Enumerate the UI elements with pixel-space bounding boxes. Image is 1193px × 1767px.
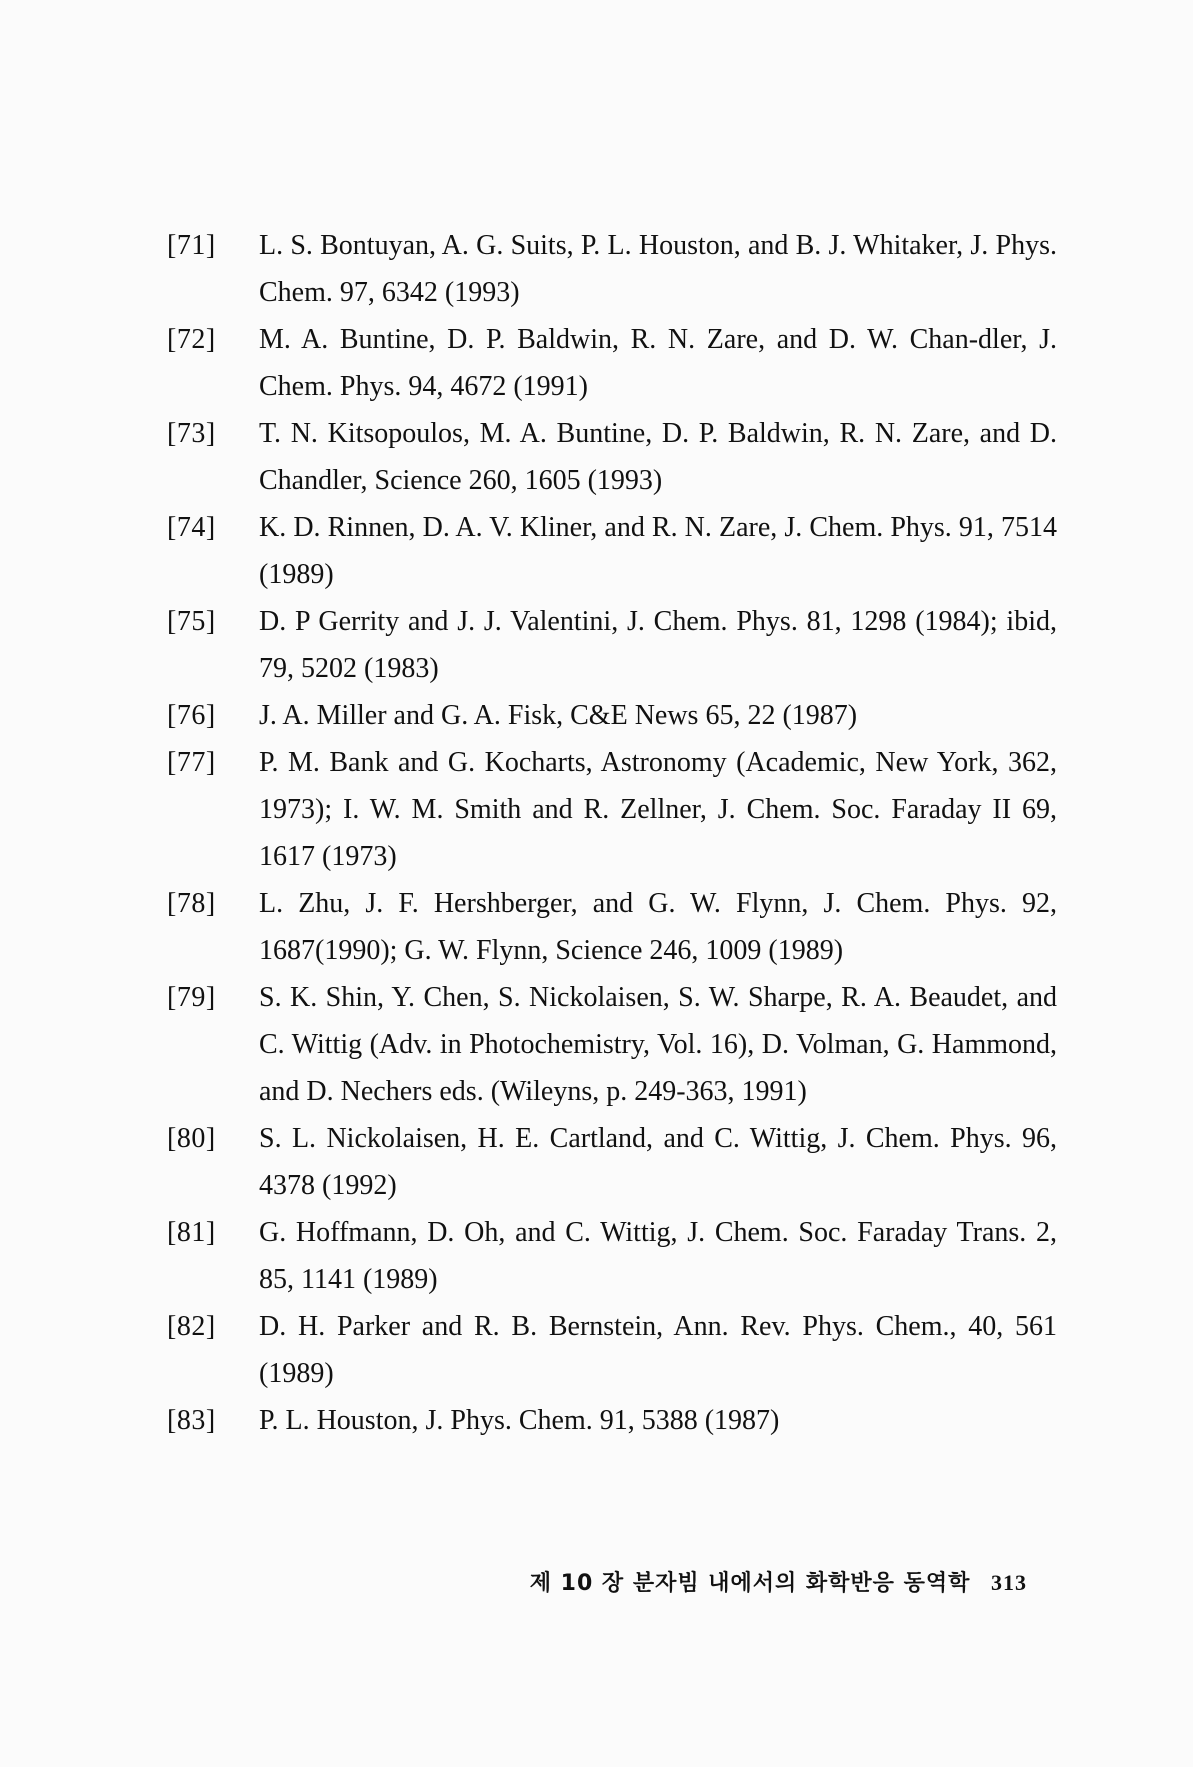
reference-text: D. P Gerrity and J. J. Valentini, J. Chem. Phys. 81, 1298 (1984); ibid, 79, 5202 (1983) — [259, 606, 1057, 684]
reference-text: S. K. Shin, Y. Chen, S. Nickolaisen, S. W. Sharpe, R. A. Beaudet, and C. Wittig (Adv. in Photochemistry, Vol. 16), D. Volman, G. Hammond, and D. Nechers eds. (Wileyns, p. 249-363, 1991) — [259, 982, 1057, 1107]
reference-item — [167, 880, 1057, 974]
reference-number: [83] — [167, 1405, 216, 1436]
reference-number: [73] — [167, 418, 216, 449]
reference-item — [167, 316, 1057, 410]
reference-text: L. Zhu, J. F. Hershberger, and G. W. Flynn, J. Chem. Phys. 92, 1687(1990); G. W. Flynn, Science 246, 1009 (1989) — [259, 888, 1057, 966]
reference-item — [167, 410, 1057, 504]
reference-item — [167, 739, 1057, 880]
reference-number: [79] — [167, 982, 216, 1013]
reference-text: P. M. Bank and G. Kocharts, Astronomy (Academic, New York, 362, 1973); I. W. M. Smith and R. Zellner, J. Chem. Soc. Faraday II 69, 1617 (1973) — [259, 747, 1057, 872]
reference-text: M. A. Buntine, D. P. Baldwin, R. N. Zare, and D. W. Chan-dler, J. Chem. Phys. 94, 4672 (1991) — [259, 324, 1057, 402]
reference-item — [167, 692, 1057, 739]
reference-number: [72] — [167, 324, 216, 355]
reference-text: G. Hoffmann, D. Oh, and C. Wittig, J. Chem. Soc. Faraday Trans. 2, 85, 1141 (1989) — [259, 1217, 1057, 1295]
reference-item — [167, 504, 1057, 598]
reference-item — [167, 1303, 1057, 1397]
reference-number: [71] — [167, 230, 216, 261]
reference-item — [167, 222, 1057, 316]
reference-number: [82] — [167, 1311, 216, 1342]
reference-number: [75] — [167, 606, 216, 637]
reference-number: [76] — [167, 700, 216, 731]
reference-item — [167, 1209, 1057, 1303]
page-footer — [0, 1566, 1027, 1597]
reference-text: K. D. Rinnen, D. A. V. Kliner, and R. N. Zare, J. Chem. Phys. 91, 7514 (1989) — [259, 512, 1057, 590]
reference-item — [167, 1115, 1057, 1209]
reference-text: P. L. Houston, J. Phys. Chem. 91, 5388 (1987) — [259, 1405, 780, 1436]
reference-list — [167, 222, 1057, 1444]
reference-text: J. A. Miller and G. A. Fisk, C&E News 65, 22 (1987) — [259, 700, 858, 731]
reference-text: L. S. Bontuyan, A. G. Suits, P. L. Houston, and B. J. Whitaker, J. Phys. Chem. 97, 6342 (1993) — [259, 230, 1057, 308]
reference-number: [74] — [167, 512, 216, 543]
reference-number: [80] — [167, 1123, 216, 1154]
reference-text: T. N. Kitsopoulos, M. A. Buntine, D. P. Baldwin, R. N. Zare, and D. Chandler, Science 260, 1605 (1993) — [259, 418, 1057, 496]
reference-item — [167, 974, 1057, 1115]
page-number: 313 — [991, 1570, 1027, 1595]
reference-item — [167, 1397, 1057, 1444]
reference-number: [81] — [167, 1217, 216, 1248]
reference-number: [77] — [167, 747, 216, 778]
reference-text: D. H. Parker and R. B. Bernstein, Ann. Rev. Phys. Chem., 40, 561 (1989) — [259, 1311, 1057, 1389]
reference-item — [167, 598, 1057, 692]
reference-text: S. L. Nickolaisen, H. E. Cartland, and C. Wittig, J. Chem. Phys. 96, 4378 (1992) — [259, 1123, 1057, 1201]
reference-number: [78] — [167, 888, 216, 919]
chapter-title: 제 10 장 분자빔 내에서의 화학반응 동역학 — [529, 1571, 971, 1596]
